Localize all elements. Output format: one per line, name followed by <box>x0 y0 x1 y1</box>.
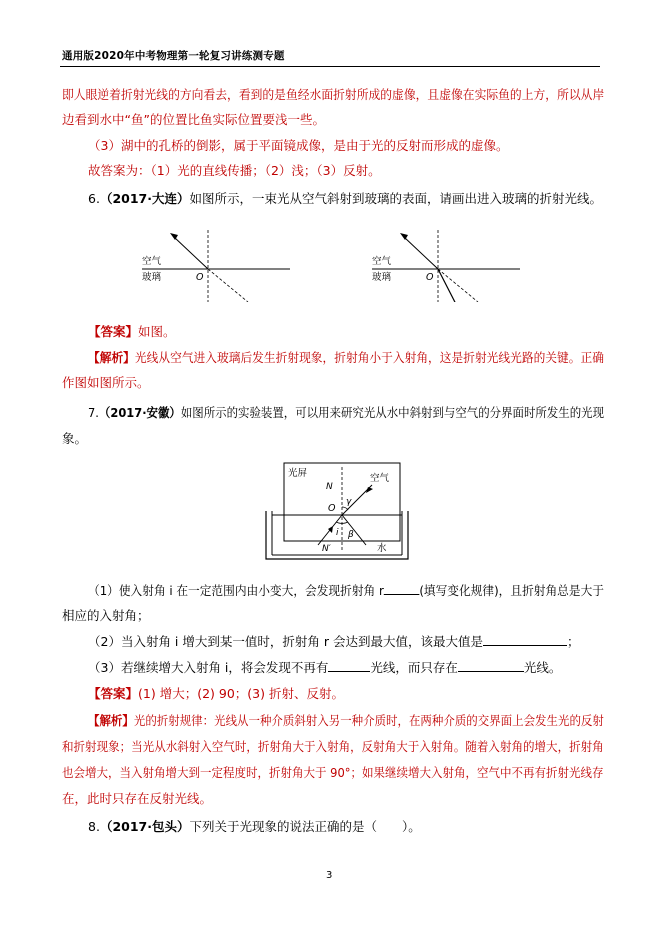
analysis-tag: 【解析】 <box>88 350 135 365</box>
water-air-apparatus-figure <box>262 459 412 567</box>
header-rule <box>60 66 600 67</box>
question-number: 7. <box>88 405 99 420</box>
paragraph-line: 即人眼逆着折射光线的方向看去，看到的是鱼经水面折射所成的虚像，且虚像在实际鱼的上方，所以从岸 <box>62 87 605 102</box>
analysis-tag: 【解析】 <box>88 713 134 728</box>
question-number: 6. <box>88 191 100 206</box>
question-8 <box>88 818 421 836</box>
paragraph-line: 边看到水中“鱼”的位置比鱼实际位置要浅一些。 <box>62 112 325 127</box>
subquestion-text: （1）使入射角 i 在一定范围内由小变大，会发现折射角 r <box>88 583 384 598</box>
subquestion-text: 光线，而只存在 <box>370 660 458 675</box>
fig-label-air: 空气 <box>142 256 162 267</box>
answer-blank[interactable] <box>483 633 567 646</box>
fig-label-i: i <box>336 528 339 538</box>
question-text-cont: 象。 <box>62 431 88 446</box>
analysis-text: 光线从空气进入玻璃后发生折射现象，折射角小于入射角，这是折射光线光路的关键。正确 <box>134 350 604 365</box>
question-text: 下列关于光现象的说法正确的是（ ）。 <box>189 819 421 834</box>
answer-text: (1) 增大；(2) 90；(3) 折射、反射。 <box>138 686 344 701</box>
refraction-figure-pair <box>130 222 610 302</box>
answer-line <box>88 323 176 341</box>
analysis-line <box>88 349 604 367</box>
fig-label-gamma: γ <box>346 497 352 507</box>
fig-label-screen: 光屏 <box>288 468 308 479</box>
fig-label-air: 空气 <box>372 256 392 267</box>
subquestion-text: ； <box>566 634 580 649</box>
fig-label-glass: 玻璃 <box>142 272 162 283</box>
answer-tag: 【答案】 <box>88 324 139 339</box>
fig-label-o: O <box>426 272 434 283</box>
fig-label-water: 水 <box>377 543 387 554</box>
question-text: 如图所示，一束光从空气斜射到玻璃的表面，请画出进入玻璃的折射光线。 <box>189 191 602 206</box>
fig-label-normal-bottom: N′ <box>322 544 331 554</box>
figure-before <box>142 230 290 302</box>
fig-label-glass: 玻璃 <box>372 272 392 283</box>
subquestion-1-cont: 相应的入射角； <box>62 608 150 623</box>
page-header-title: 通用版2020年中考物理第一轮复习讲练测专题 <box>62 50 285 62</box>
analysis-text: 光的折射规律：光线从一种介质斜射入另一种介质时，在两种介质的交界面上会发生光的反射 <box>133 713 604 728</box>
subquestion-text: （3）若继续增大入射角 i，将会发现不再有 <box>88 660 329 675</box>
question-source: （2017·大连） <box>99 191 190 206</box>
analysis-line: 在，此时只存在反射光线。 <box>62 791 213 806</box>
paragraph-line: 故答案为：（1）光的直线传播；（2）浅；（3）反射。 <box>88 163 381 178</box>
answer-text: 如图。 <box>138 324 176 339</box>
answer-blank[interactable] <box>328 659 370 672</box>
subquestion-text: 光线。 <box>523 660 562 675</box>
question-source: （2017·包头） <box>99 819 190 834</box>
answer-blank[interactable] <box>458 659 524 672</box>
analysis-line: 作图如图所示。 <box>62 375 150 390</box>
answer-line <box>88 685 344 703</box>
subquestion-3 <box>88 659 561 677</box>
question-7 <box>88 404 604 422</box>
fig-label-o: O <box>328 503 336 514</box>
answer-tag: 【答案】 <box>88 686 139 701</box>
analysis-line: 也会增大，当入射角增大到一定程度时，折射角大于 90°；如果继续增大入射角，空气中不再有折射光线存 <box>62 765 604 780</box>
subquestion-1 <box>88 582 604 600</box>
fig-label-air: 空气 <box>370 473 390 484</box>
question-number: 8. <box>88 819 100 834</box>
analysis-line: 和折射现象；当光从水斜射入空气时，折射角大于入射角，反射角大于入射角。随着入射角的增大，折射角 <box>62 739 604 754</box>
figure-after <box>372 230 520 302</box>
question-6 <box>88 190 602 208</box>
subquestion-2 <box>88 633 579 651</box>
page-number: 3 <box>326 870 333 881</box>
answer-blank[interactable] <box>384 582 420 595</box>
question-text: 如图所示的实验装置，可以用来研究光从水中斜射到与空气的分界面时所发生的光现 <box>180 405 605 420</box>
fig-label-o: O <box>196 272 204 283</box>
question-source: （2017·安徽） <box>98 405 181 420</box>
analysis-line <box>88 712 604 730</box>
fig-label-beta: β <box>348 530 354 540</box>
fig-label-normal-top: N <box>326 482 333 492</box>
subquestion-text: （2）当入射角 i 增大到某一值时，折射角 r 会达到最大值，该最大值是 <box>88 634 483 649</box>
subquestion-text: (填写变化规律)，且折射角总是大于 <box>419 583 604 598</box>
paragraph-line: （3）湖中的孔桥的倒影，属于平面镜成像，是由于光的反射而形成的虚像。 <box>88 138 509 153</box>
